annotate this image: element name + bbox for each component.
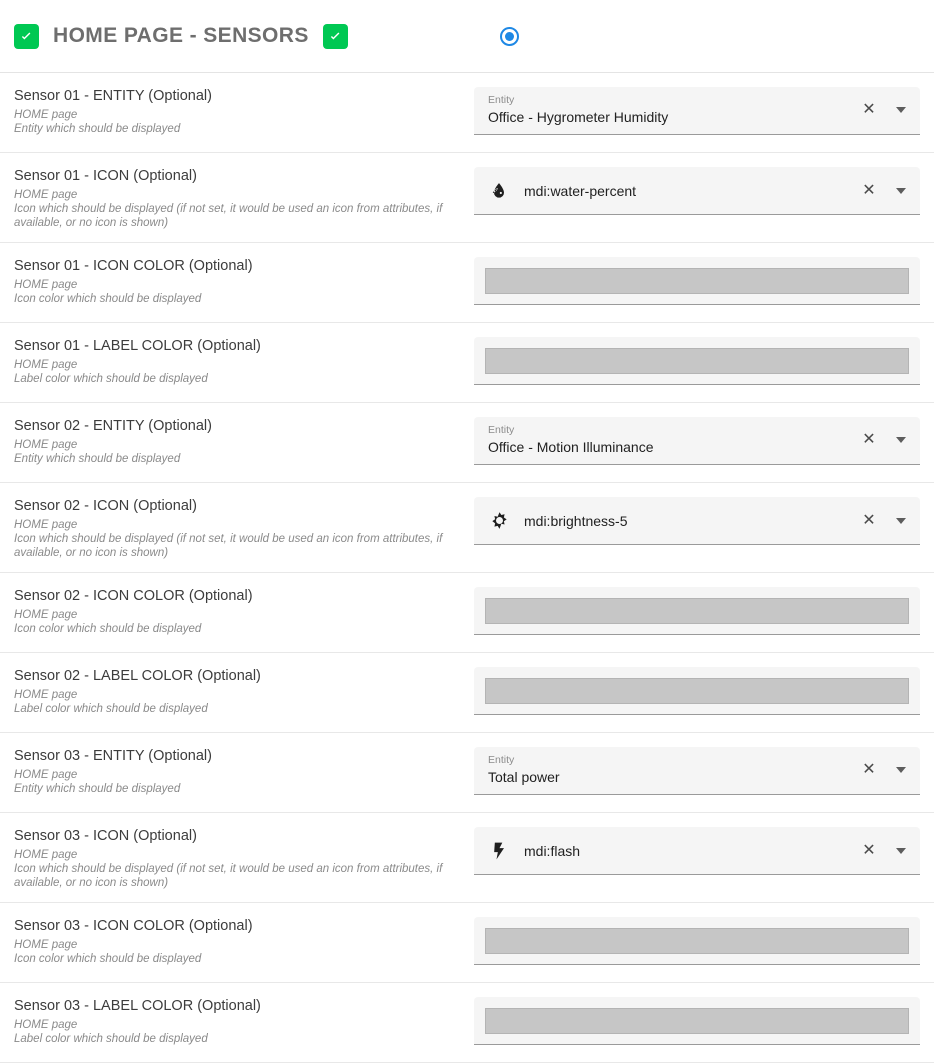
row-subtitle-page: HOME page (14, 439, 78, 451)
section-radio-group[interactable] (500, 27, 519, 46)
row-title: Sensor 03 - LABEL COLOR (Optional) (14, 998, 261, 1014)
entity-picker-inner (488, 424, 850, 456)
row-subtitle-desc: Icon color which should be displayed (14, 953, 202, 965)
icon-picker-actions (856, 838, 914, 864)
row-subtitle-page: HOME page (14, 609, 78, 621)
close-glyph: ✕ (862, 100, 876, 118)
caret-shape (896, 188, 906, 194)
row-control (474, 337, 920, 385)
color-picker[interactable] (474, 337, 920, 385)
caret-shape (896, 107, 906, 113)
row-subtitle-desc: Entity which should be displayed (14, 453, 181, 465)
row-labels (14, 917, 474, 966)
row-control (474, 747, 920, 795)
color-swatch[interactable] (485, 928, 909, 954)
color-picker[interactable] (474, 917, 920, 965)
chevron-down-icon[interactable] (888, 508, 914, 534)
row-subtitle-desc: Icon which should be displayed (if not set, it would be used an icon from attributes, if available, or no icon is shown) (14, 203, 443, 229)
section-header (0, 0, 934, 73)
row-subtitle-desc: Label color which should be displayed (14, 1033, 208, 1045)
settings-rows (0, 73, 934, 1063)
row-labels (14, 997, 474, 1046)
entity-picker-inner (488, 754, 850, 786)
entity-field-label: Entity (488, 423, 515, 436)
row-labels (14, 747, 474, 796)
icon-picker-actions (856, 178, 914, 204)
clear-icon[interactable] (856, 838, 882, 864)
row-subtitle-page: HOME page (14, 939, 78, 951)
entity-field-label: Entity (488, 753, 515, 766)
row-control (474, 587, 920, 635)
row-control (474, 167, 920, 215)
row-control (474, 997, 920, 1045)
row-subtitle-desc: Icon which should be displayed (if not set, it would be used an icon from attributes, if available, or no icon is shown) (14, 863, 443, 889)
chevron-down-icon[interactable] (888, 757, 914, 783)
settings-row (0, 73, 934, 153)
chevron-down-icon[interactable] (888, 178, 914, 204)
settings-row (0, 733, 934, 813)
row-title: Sensor 01 - ICON (Optional) (14, 168, 197, 184)
row-subtitle-desc: Icon color which should be displayed (14, 623, 202, 635)
row-subtitle-desc: Entity which should be displayed (14, 783, 181, 795)
brightness-5-icon (488, 510, 510, 531)
entity-picker-inner (488, 94, 850, 126)
row-labels (14, 587, 474, 636)
settings-row (0, 813, 934, 903)
row-title: Sensor 01 - LABEL COLOR (Optional) (14, 338, 261, 354)
water-percent-icon (488, 181, 510, 201)
chevron-down-icon[interactable] (888, 97, 914, 123)
settings-row (0, 403, 934, 483)
row-title: Sensor 03 - ICON (Optional) (14, 828, 197, 844)
row-title: Sensor 02 - ENTITY (Optional) (14, 418, 212, 434)
entity-field-label: Entity (488, 93, 515, 106)
section-enable-checkbox-right[interactable] (323, 24, 348, 49)
row-control (474, 497, 920, 545)
settings-row (0, 483, 934, 573)
caret-shape (896, 518, 906, 524)
row-labels (14, 167, 474, 230)
row-labels (14, 257, 474, 306)
row-title: Sensor 02 - ICON (Optional) (14, 498, 197, 514)
color-swatch[interactable] (485, 678, 909, 704)
row-control (474, 917, 920, 965)
color-swatch[interactable] (485, 598, 909, 624)
row-labels (14, 497, 474, 560)
color-picker[interactable] (474, 997, 920, 1045)
row-subtitle-desc: Icon color which should be displayed (14, 293, 202, 305)
section-radio-selected[interactable] (500, 27, 519, 46)
icon-field-value: mdi:flash (524, 842, 581, 859)
section-enable-checkbox-left[interactable] (14, 24, 39, 49)
close-glyph: ✕ (862, 760, 876, 778)
row-labels (14, 667, 474, 716)
entity-picker[interactable] (474, 417, 920, 465)
row-labels (14, 827, 474, 890)
color-swatch[interactable] (485, 348, 909, 374)
row-title: Sensor 01 - ICON COLOR (Optional) (14, 258, 253, 274)
clear-icon[interactable] (856, 178, 882, 204)
color-picker[interactable] (474, 667, 920, 715)
icon-field-value: mdi:water-percent (524, 182, 637, 199)
settings-row (0, 153, 934, 243)
row-title: Sensor 03 - ICON COLOR (Optional) (14, 918, 253, 934)
row-subtitle-page: HOME page (14, 189, 78, 201)
settings-row (0, 903, 934, 983)
row-labels (14, 337, 474, 386)
color-swatch[interactable] (485, 268, 909, 294)
flash-icon (488, 841, 510, 861)
color-picker[interactable] (474, 587, 920, 635)
row-control (474, 257, 920, 305)
icon-picker-actions (856, 508, 914, 534)
close-glyph: ✕ (862, 181, 876, 199)
caret-shape (896, 767, 906, 773)
row-subtitle-page: HOME page (14, 849, 78, 861)
row-subtitle-desc: Entity which should be displayed (14, 123, 181, 135)
page-title: HOME PAGE - SENSORS (53, 24, 309, 47)
entity-field-value: Office - Motion Illuminance (488, 438, 654, 455)
row-control (474, 87, 920, 135)
icon-field-value: mdi:brightness-5 (524, 512, 628, 529)
color-picker[interactable] (474, 257, 920, 305)
entity-picker-actions (856, 427, 914, 453)
color-swatch[interactable] (485, 1008, 909, 1034)
row-title: Sensor 02 - ICON COLOR (Optional) (14, 588, 253, 604)
settings-row (0, 243, 934, 323)
row-subtitle-page: HOME page (14, 109, 78, 121)
icon-picker[interactable] (474, 827, 920, 875)
entity-field-value: Office - Hygrometer Humidity (488, 108, 669, 125)
row-subtitle-page: HOME page (14, 279, 78, 291)
row-subtitle-page: HOME page (14, 1019, 78, 1031)
icon-picker[interactable] (474, 167, 920, 215)
clear-icon[interactable] (856, 427, 882, 453)
entity-picker[interactable] (474, 747, 920, 795)
row-subtitle-desc: Label color which should be displayed (14, 703, 208, 715)
row-subtitle-desc: Label color which should be displayed (14, 373, 208, 385)
radio-dot (505, 32, 514, 41)
settings-row (0, 323, 934, 403)
row-title: Sensor 01 - ENTITY (Optional) (14, 88, 212, 104)
row-subtitle-page: HOME page (14, 519, 78, 531)
row-control (474, 667, 920, 715)
close-glyph: ✕ (862, 430, 876, 448)
row-labels (14, 87, 474, 136)
entity-field-value: Total power (488, 768, 560, 785)
close-glyph: ✕ (862, 841, 876, 859)
row-title: Sensor 02 - LABEL COLOR (Optional) (14, 668, 261, 684)
entity-picker[interactable] (474, 87, 920, 135)
row-subtitle-desc: Icon which should be displayed (if not set, it would be used an icon from attributes, if available, or no icon is shown) (14, 533, 443, 559)
settings-row (0, 983, 934, 1063)
chevron-down-icon[interactable] (888, 427, 914, 453)
row-subtitle-page: HOME page (14, 689, 78, 701)
clear-icon[interactable] (856, 757, 882, 783)
row-subtitle-page: HOME page (14, 359, 78, 371)
clear-icon[interactable] (856, 97, 882, 123)
row-labels (14, 417, 474, 466)
row-control (474, 417, 920, 465)
caret-shape (896, 437, 906, 443)
entity-picker-actions (856, 757, 914, 783)
close-glyph: ✕ (862, 511, 876, 529)
settings-row (0, 653, 934, 733)
row-title: Sensor 03 - ENTITY (Optional) (14, 748, 212, 764)
icon-picker[interactable] (474, 497, 920, 545)
row-control (474, 827, 920, 875)
clear-icon[interactable] (856, 508, 882, 534)
caret-shape (896, 848, 906, 854)
row-subtitle-page: HOME page (14, 769, 78, 781)
settings-row (0, 573, 934, 653)
chevron-down-icon[interactable] (888, 838, 914, 864)
entity-picker-actions (856, 97, 914, 123)
